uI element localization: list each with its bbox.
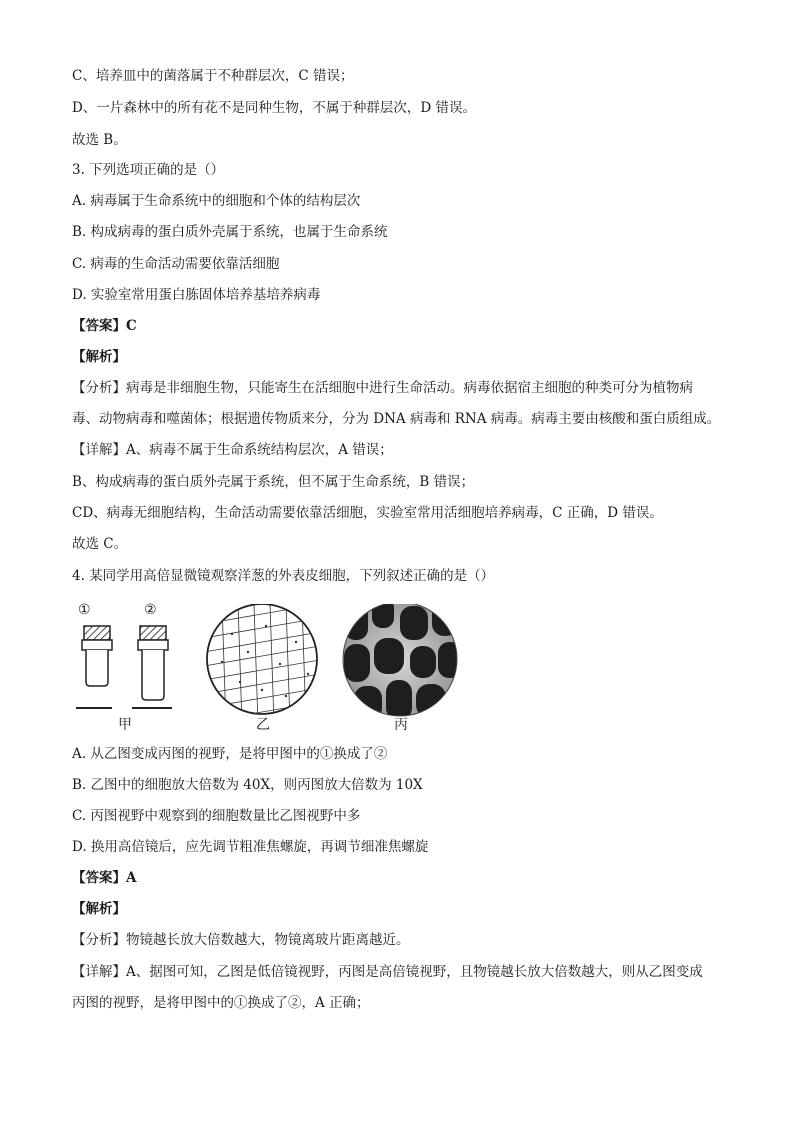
objective-lens-2 xyxy=(138,626,168,700)
question-3-option-d: D. 实验室常用蛋白胨固体培养基培养病毒 xyxy=(72,287,321,303)
answer-4: 【答案】A xyxy=(72,870,137,886)
question-3-stem: 3. 下列选项正确的是（） xyxy=(72,162,225,178)
analysis-3-line-1: 【分析】病毒是非细胞生物，只能寄生在活细胞中进行生命活动。病毒依据宿主细胞的种类可分为植物病 xyxy=(72,380,693,396)
question-4-option-a: A. 从乙图变成丙图的视野，是将甲图中的①换成了② xyxy=(72,746,388,762)
microscope-figure xyxy=(72,604,472,734)
lens-2-marker: ② xyxy=(144,602,157,618)
detail-3-line-3: CD、病毒无细胞结构，生命活动需要依靠活细胞，实验室常用活细胞培养病毒，C 正确，D 错误。 xyxy=(72,505,663,521)
detail-3-line-2: B、构成病毒的蛋白质外壳属于系统，但不属于生命系统，B 错误； xyxy=(72,474,475,490)
analysis-4-line-1: 【分析】物镜越长放大倍数越大，物镜离玻片距离越近。 xyxy=(72,932,410,948)
figure-svg xyxy=(72,604,472,734)
question-3-option-a: A. 病毒属于生命系统中的细胞和个体的结构层次 xyxy=(72,193,361,209)
figure-label-jia: 甲 xyxy=(118,717,132,733)
analysis-heading-4: 【解析】 xyxy=(72,901,126,917)
detail-4-line-2: 丙图的视野，是将甲图中的①换成了②，A 正确； xyxy=(72,995,370,1011)
objective-lens-1 xyxy=(82,626,112,686)
detail-3-line-1: 【详解】A、病毒不属于生命系统结构层次，A 错误； xyxy=(72,442,393,458)
question-3-option-c: C. 病毒的生命活动需要依靠活细胞 xyxy=(72,256,280,272)
analysis-heading-3: 【解析】 xyxy=(72,349,126,365)
lens-1-marker: ① xyxy=(78,602,91,618)
question-3-option-b: B. 构成病毒的蛋白质外壳属于系统，也属于生命系统 xyxy=(72,224,388,240)
text-line: C、培养皿中的菌落属于不种群层次，C 错误； xyxy=(72,68,354,84)
question-4-option-c: C. 丙图视野中观察到的细胞数量比乙图视野中多 xyxy=(72,808,361,824)
analysis-3-line-2: 毒、动物病毒和噬菌体；根据遗传物质来分，分为 DNA 病毒和 RNA 病毒。病毒主要由核酸和蛋白质组成。 xyxy=(72,411,721,427)
figure-label-bing: 丙 xyxy=(394,717,408,733)
text-line: D、一片森林中的所有花不是同种生物，不属于种群层次，D 错误。 xyxy=(72,100,476,116)
question-4-stem: 4. 某同学用高倍显微镜观察洋葱的外表皮细胞，下列叙述正确的是（） xyxy=(72,568,495,584)
detail-3-line-4: 故选 C。 xyxy=(72,536,128,552)
detail-4-line-1: 【详解】A、据图可知，乙图是低倍镜视野，丙图是高倍镜视野，且物镜越长放大倍数越大，则从乙图变成 xyxy=(72,964,703,980)
high-power-field xyxy=(343,604,462,720)
answer-3: 【答案】C xyxy=(72,318,137,334)
question-4-option-d: D. 换用高倍镜后，应先调节粗准焦螺旋，再调节细准焦螺旋 xyxy=(72,839,429,855)
figure-label-yi: 乙 xyxy=(256,717,270,733)
question-4-option-b: B. 乙图中的细胞放大倍数为 40X，则丙图放大倍数为 10X xyxy=(72,777,423,793)
text-line: 故选 B。 xyxy=(72,132,127,148)
